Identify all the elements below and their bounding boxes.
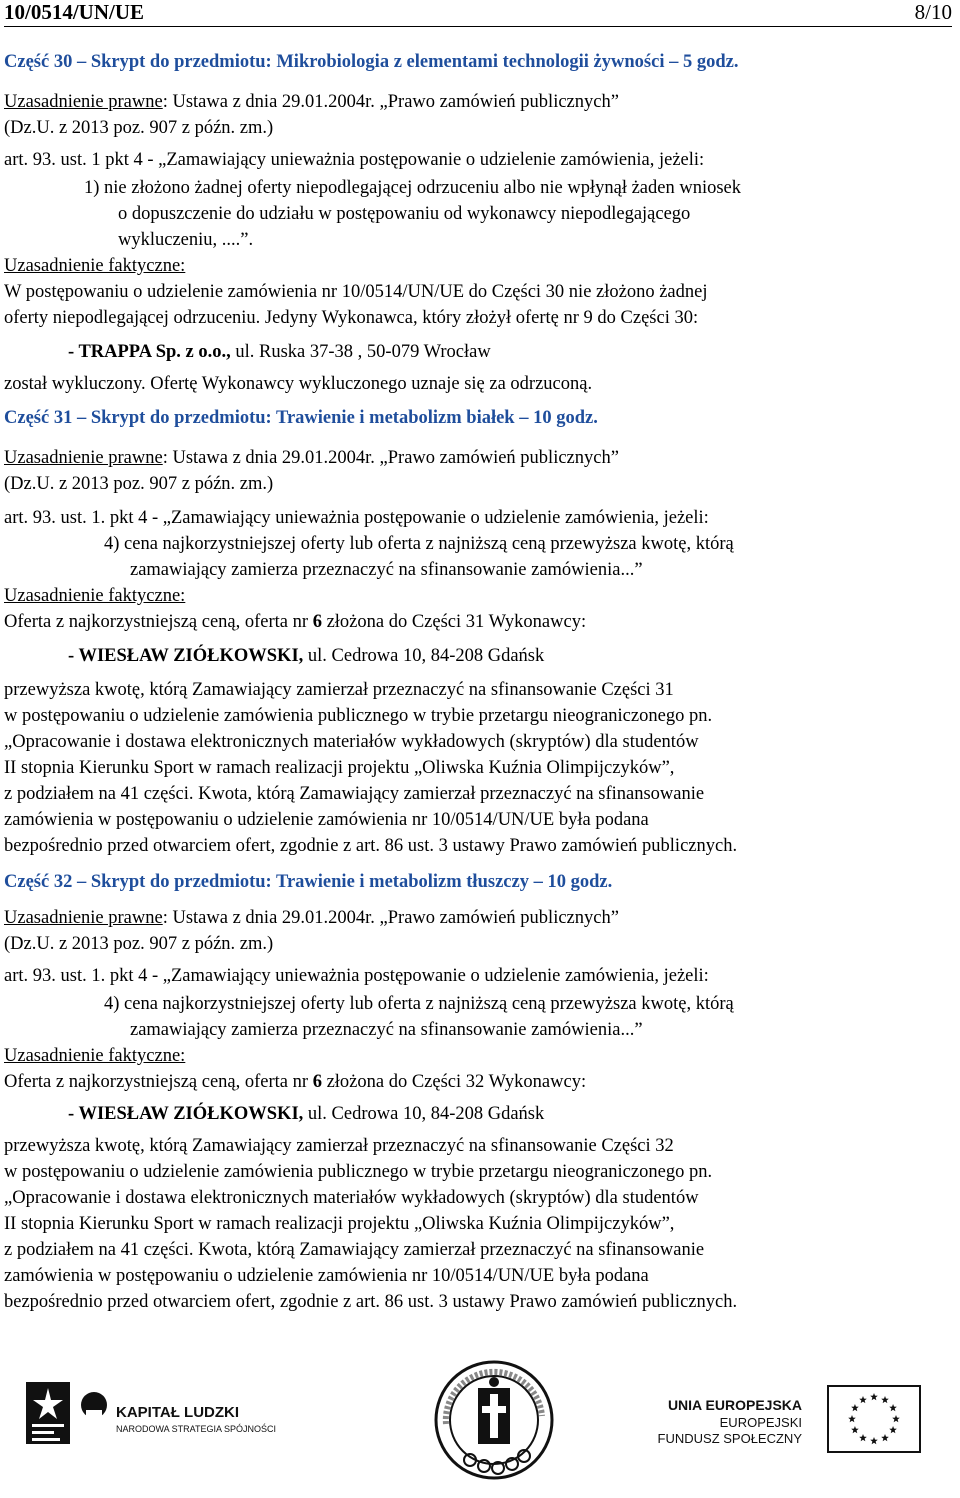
legal-basis-label: Uzasadnienie prawne [4, 92, 163, 112]
section-30-excluded: został wykluczony. Ofertę Wykonawcy wykluczonego uznaje się za odrzuconą. [4, 374, 593, 394]
section-31-body-line [4, 704, 952, 728]
legal-basis-label: Uzasadnienie prawne [4, 448, 163, 468]
bidder-address: ul. Cedrowa 10, 84-208 Gdańsk [303, 1104, 545, 1124]
body-text: z podziałem na 41 części. Kwota, którą Zamawiający zamierzał przeznaczyć na sfinansowanie [4, 784, 705, 804]
section-32-bidder [68, 1102, 960, 1126]
eu-subtitle-2: FUNDUSZ SPOŁECZNY [657, 1431, 802, 1446]
section-32-fact-label: Uzasadnienie faktyczne: [4, 1046, 186, 1066]
fact-line1-text: W postępowaniu o udzielenie zamówienia nr 10/0514/UN/UE do Części 30 nie złożono żadnej [4, 282, 708, 302]
body-text: „Opracowanie i dostawa elektronicznych materiałów wykładowych (skryptów) dla studentów [4, 1188, 699, 1208]
section-32-body-line: bezpośrednio przed otwarciem ofert, zgodnie z art. 86 ust. 3 ustawy Prawo zamówień publicznych. [4, 1292, 738, 1312]
document-number: 10/0514/UN/UE [4, 0, 145, 24]
body-text: przewyższa kwotę, którą Zamawiający zamierzał przeznaczyć na sfinansowanie Części 31 [4, 680, 674, 700]
kapital-ludzki-logo [26, 1382, 276, 1444]
offer-text-post: złożona do Części 31 Wykonawcy: [321, 612, 587, 632]
section-31-bidder [68, 644, 960, 668]
page-number: 8/10 [914, 0, 952, 24]
bidder-name: - WIESŁAW ZIÓŁKOWSKI, [68, 1104, 304, 1124]
section-32-point4-line1 [104, 992, 952, 1016]
section-31-body-line [4, 756, 952, 780]
offer-number: 6 [312, 1072, 322, 1092]
legal-basis-text: : Ustawa z dnia 29.01.2004r. „Prawo zamówień publicznych” [162, 448, 619, 468]
bidder-name: - TRAPPA Sp. z o.o., [68, 342, 231, 362]
section-31-legal-basis [4, 446, 952, 470]
footer-logo-artwork [0, 1360, 960, 1493]
legal-basis-text: : Ustawa z dnia 29.01.2004r. „Prawo zamówień publicznych” [162, 908, 619, 928]
section-30-title: Część 30 – Skrypt do przedmiotu: Mikrobiologia z elementami technologii żywności – 5 godz. [4, 52, 739, 72]
offer-text-pre: Oferta z najkorzystniejszą ceną, oferta nr [4, 612, 313, 632]
section-31-dzu: (Dz.U. z 2013 poz. 907 z późn. zm.) [4, 474, 274, 494]
body-text: „Opracowanie i dostawa elektronicznych materiałów wykładowych (skryptów) dla studentów [4, 732, 699, 752]
page-header [4, 0, 952, 27]
section-32-point4-line2: zamawiający zamierza przeznaczyć na sfinansowanie zamówienia...” [130, 1020, 643, 1040]
section-31-body-line [4, 782, 952, 806]
section-31-body-line [4, 678, 952, 702]
section-31-body-line [4, 808, 952, 832]
section-32-body-line [4, 1212, 952, 1236]
section-30-article: art. 93. ust. 1 pkt 4 - „Zamawiający unieważnia postępowanie o udzielenie zamówienia, jeżeli: [4, 150, 705, 170]
section-30-point1-line3: wykluczeniu, ....”. [118, 230, 254, 250]
section-31-article: art. 93. ust. 1. pkt 4 - „Zamawiający unieważnia postępowanie o udzielenie zamówienia, jeżeli: [4, 508, 709, 528]
section-32-body-line [4, 1160, 952, 1184]
bidder-address: ul. Cedrowa 10, 84-208 Gdańsk [303, 646, 545, 666]
section-32-dzu: (Dz.U. z 2013 poz. 907 z późn. zm.) [4, 934, 274, 954]
legal-basis-text: : Ustawa z dnia 29.01.2004r. „Prawo zamówień publicznych” [162, 92, 619, 112]
section-31-point4-line1 [104, 532, 952, 556]
section-32-legal-basis [4, 906, 952, 930]
section-30-point1-line1 [84, 176, 952, 200]
bidder-name: - WIESŁAW ZIÓŁKOWSKI, [68, 646, 304, 666]
point4-line1-text: 4) cena najkorzystniejszej oferty lub oferta z najniższą ceną przewyższa kwotę, którą [104, 994, 734, 1014]
body-text: w postępowaniu o udzielenie zamówienia publicznego w trybie przetargu nieograniczonego pn. [4, 706, 713, 726]
footer-logos [0, 1360, 960, 1493]
section-32-body-line [4, 1134, 952, 1158]
section-32-body-line [4, 1264, 952, 1288]
point1-line1-text: 1) nie złożono żadnej oferty niepodlegającej odrzuceniu albo nie wpłynął żaden wniosek [84, 178, 742, 198]
section-30-fact-label: Uzasadnienie faktyczne: [4, 256, 186, 276]
eu-subtitle-1: EUROPEJSKI [719, 1415, 802, 1430]
kl-subtitle: NARODOWA STRATEGIA SPÓJNOŚCI [116, 1424, 277, 1434]
offer-text-post: złożona do Części 32 Wykonawcy: [321, 1072, 587, 1092]
bidder-address: ul. Ruska 37-38 , 50-079 Wrocław [230, 342, 491, 362]
offer-text-pre: Oferta z najkorzystniejszą ceną, oferta nr [4, 1072, 313, 1092]
section-31-title: Część 31 – Skrypt do przedmiotu: Trawienie i metabolizm białek – 10 godz. [4, 408, 598, 428]
section-31-offer [4, 610, 952, 634]
section-30-bidder [68, 340, 960, 364]
eu-logo [658, 1386, 920, 1452]
section-31-body-line [4, 730, 952, 754]
section-30-dzu: (Dz.U. z 2013 poz. 907 z późn. zm.) [4, 118, 274, 138]
point4-line1-text: 4) cena najkorzystniejszej oferty lub oferta z najniższą ceną przewyższa kwotę, którą [104, 534, 734, 554]
legal-basis-label: Uzasadnienie prawne [4, 908, 163, 928]
offer-number: 6 [312, 612, 322, 632]
body-text: II stopnia Kierunku Sport w ramach realizacji projektu „Oliwska Kuźnia Olimpijczyków”, [4, 758, 675, 778]
academy-seal-logo [436, 1362, 552, 1478]
section-30-fact-line2: oferty niepodlegającej odrzuceniu. Jedyny Wykonawca, który złożył ofertę nr 9 do Części 30: [4, 308, 699, 328]
section-32-offer [4, 1070, 952, 1094]
body-text: zamówienia w postępowaniu o udzielenie zamówienia nr 10/0514/UN/UE była podana [4, 810, 649, 830]
section-31-body-line: bezpośrednio przed otwarciem ofert, zgodnie z art. 86 ust. 3 ustawy Prawo zamówień publicznych. [4, 836, 738, 856]
section-32-body-line [4, 1186, 952, 1210]
section-30-point1-line2 [118, 202, 952, 226]
section-32-article: art. 93. ust. 1. pkt 4 - „Zamawiający unieważnia postępowanie o udzielenie zamówienia, jeżeli: [4, 966, 709, 986]
point1-line2-text: o dopuszczenie do udziału w postępowaniu od wykonawcy niepodlegającego [118, 204, 691, 224]
eu-title: UNIA EUROPEJSKA [667, 1397, 802, 1413]
body-text: w postępowaniu o udzielenie zamówienia publicznego w trybie przetargu nieograniczonego pn. [4, 1162, 713, 1182]
kl-title: KAPITAŁ LUDZKI [116, 1404, 240, 1421]
section-31-point4-line2: zamawiający zamierza przeznaczyć na sfinansowanie zamówienia...” [130, 560, 643, 580]
body-text: przewyższa kwotę, którą Zamawiający zamierzał przeznaczyć na sfinansowanie Części 32 [4, 1136, 674, 1156]
section-31-fact-label: Uzasadnienie faktyczne: [4, 586, 186, 606]
body-text: zamówienia w postępowaniu o udzielenie zamówienia nr 10/0514/UN/UE była podana [4, 1266, 649, 1286]
section-30-fact-line1 [4, 280, 952, 304]
body-text: z podziałem na 41 części. Kwota, którą Zamawiający zamierzał przeznaczyć na sfinansowanie [4, 1240, 705, 1260]
section-32-title: Część 32 – Skrypt do przedmiotu: Trawienie i metabolizm tłuszczy – 10 godz. [4, 872, 613, 892]
section-32-body-line [4, 1238, 952, 1262]
section-30-legal-basis [4, 90, 952, 114]
body-text: II stopnia Kierunku Sport w ramach realizacji projektu „Oliwska Kuźnia Olimpijczyków”, [4, 1214, 675, 1234]
